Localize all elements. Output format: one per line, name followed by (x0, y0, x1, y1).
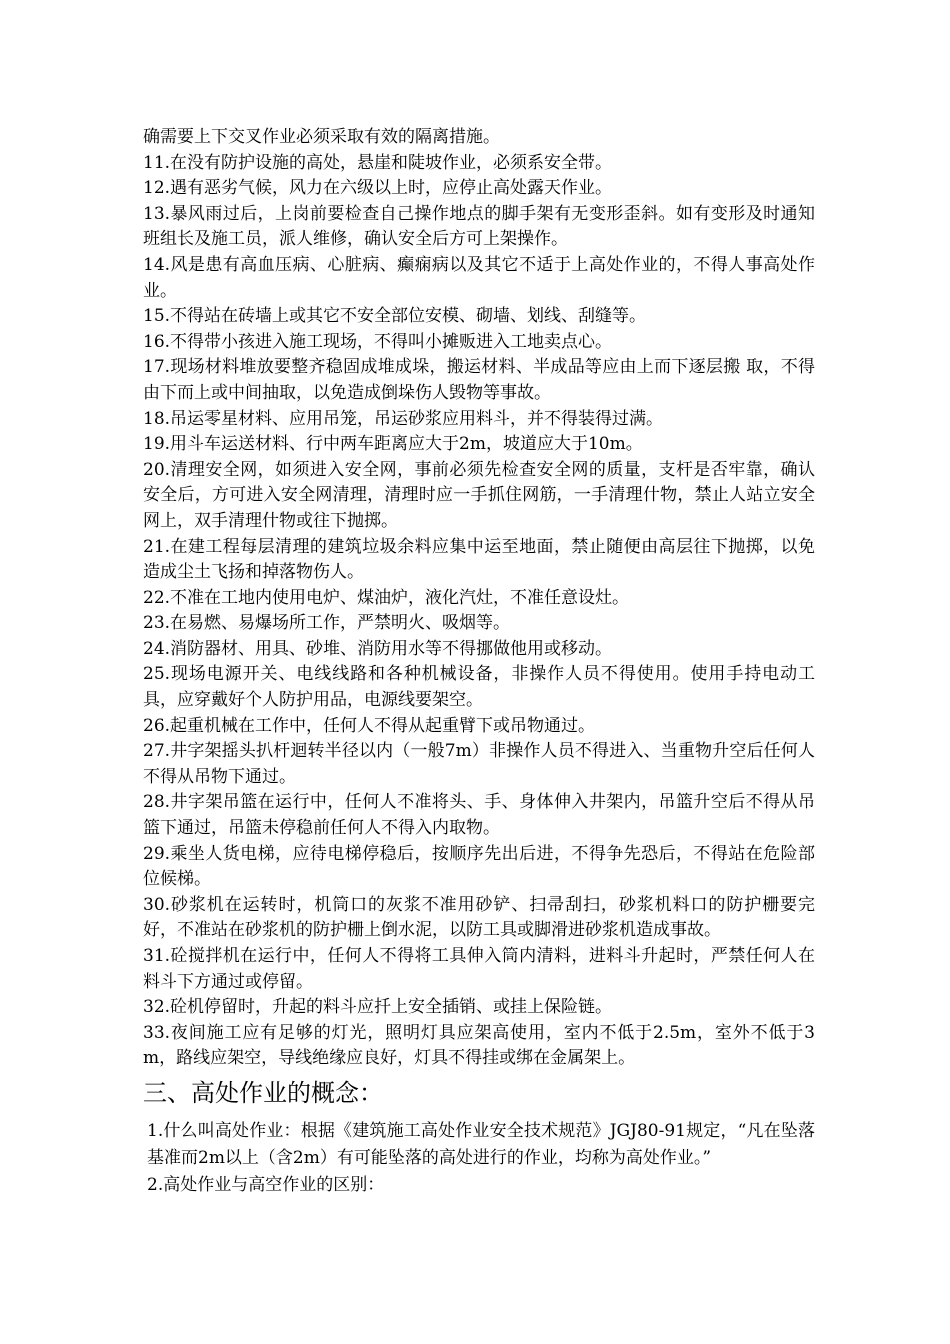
rule-item-30: 30.砂浆机在运转时，机筒口的灰浆不准用砂铲、扫帚刮扫，砂浆机料口的防护栅要完好，不准站在砂浆机的防护栅上倒水泥，以防工具或脚滑进砂浆机造成事故。 (143, 894, 815, 941)
rule-item-23: 23.在易燃、易爆场所工作，严禁明火、吸烟等。 (143, 613, 511, 634)
rule-item-20: 20.清理安全网，如须进入安全网，事前必须先检查安全网的质量，支杆是否牢靠，确认安全后，方可进入安全网清理，清理时应一手抓住网筋，一手清理什物，禁止人站立安全网上，双手清理什物或往下抛掷。 (143, 459, 815, 531)
rule-item-19: 19.用斗车运送材料、行中两车距离应大于2m，坡道应大于10m。 (143, 434, 643, 455)
rule-item-29: 29.乘坐人货电梯，应待电梯停稳后，按顺序先出后进，不得争先恐后，不得站在危险部位候梯。 (143, 843, 815, 890)
rule-item-15: 15.不得站在砖墙上或其它不安全部位安模、砌墙、划线、刮缝等。 (143, 306, 647, 327)
rule-item-18: 18.吊运零星材料、应用吊笼，吊运砂浆应用料斗，并不得装得过满。 (143, 408, 664, 429)
rule-item-32: 32.砼机停留时，升起的料斗应扦上安全插销、或挂上保险链。 (143, 997, 613, 1018)
paragraph-continuation: 确需要上下交叉作业必须采取有效的隔离措施。 (143, 127, 500, 147)
rule-item-22: 22.不准在工地内使用电炉、煤油炉，液化汽灶，不准任意设灶。 (143, 587, 630, 608)
rule-item-12: 12.遇有恶劣气候，风力在六级以上时，应停止高处露天作业。 (143, 178, 613, 199)
rule-item-21: 21.在建工程每层清理的建筑垃圾余料应集中运至地面，禁止随便由高层往下抛掷，以免造成尘土飞扬和掉落物伤人。 (143, 536, 815, 583)
rule-item-16: 16.不得带小孩进入施工现场，不得叫小摊贩进入工地卖点心。 (143, 331, 613, 352)
rule-item-24: 24.消防器材、用具、砂堆、消防用水等不得挪做他用或移动。 (143, 638, 613, 659)
rule-item-17: 17.现场材料堆放要整齐稳固成堆成垛，搬运材料、半成品等应由上而下逐层搬 取，不得由下而上或中间抽取，以免造成倒垛伤人毁物等事故。 (143, 357, 815, 403)
rule-item-13: 13.暴风雨过后，上岗前要检查自己操作地点的脚手架有无变形歪斜。如有变形及时通知班组长及施工员，派人维修，确认安全后方可上架操作。 (143, 203, 815, 250)
concept-item-1: 1.什么叫高处作业：根据《建筑施工高处作业安全技术规范》JGJ80-91规定，“凡在坠落基准而2m以上（含2m）有可能坠落的高处进行的作业，均称为高处作业。” (147, 1120, 815, 1168)
section-heading: 三、高处作业的概念： (143, 1078, 383, 1107)
rule-item-31: 31.砼搅拌机在运行中，任何人不得将工具伸入筒内清料，进料斗升起时，严禁任何人在料斗下方通过或停留。 (143, 946, 815, 992)
rule-item-33: 33.夜间施工应有足够的灯光，照明灯具应架高使用，室内不低于2.5m，室外不低于3m，路线应架空，导线绝缘应良好，灯具不得挂或绑在金属架上。 (143, 1022, 815, 1069)
concept-item-2: 2.高处作业与高空作业的区别： (147, 1174, 385, 1195)
rule-item-28: 28.井字架吊篮在运行中，任何人不准将头、手、身体伸入井架内，吊篮升空后不得从吊篮下通过，吊篮未停稳前任何人不得入内取物。 (143, 792, 815, 839)
rule-item-26: 26.起重机械在工作中，任何人不得从起重臂下或吊物通过。 (143, 715, 596, 736)
rule-item-25: 25.现场电源开关、电线线路和各种机械设备，非操作人员不得使用。使用手持电动工具，应穿戴好个人防护用品，电源线要架空。 (143, 664, 815, 711)
rule-item-14: 14.风是患有高血压病、心脏病、癫痫病以及其它不适于上高处作业的，不得人事高处作业。 (143, 254, 815, 301)
document-body (143, 125, 815, 1199)
rule-item-11: 11.在没有防护设施的高处，悬崖和陡坡作业，必须系安全带。 (143, 152, 613, 173)
rule-item-27: 27.井字架摇头扒杆迴转半径以内（一般7m）非操作人员不得进入、当重物升空后任何人不得从吊物下通过。 (143, 741, 815, 787)
